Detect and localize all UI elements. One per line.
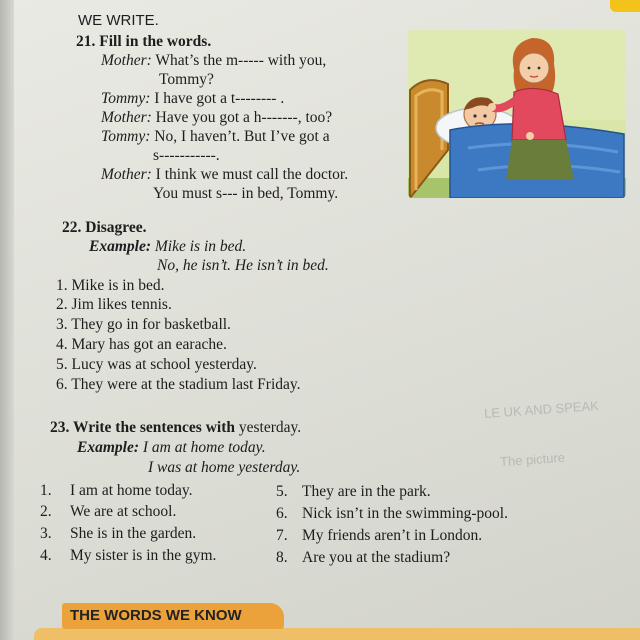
words-we-know-label: THE WORDS WE KNOW: [70, 607, 242, 624]
dialogue-line: Mother: What’s the m----- with you,: [101, 52, 327, 69]
list-item: 5. Lucy was at school yesterday.: [56, 356, 257, 373]
dialogue-line: You must s--- in bed, Tommy.: [153, 185, 339, 202]
dialogue-line: Mother: I think we must call the doctor.: [101, 166, 349, 183]
list-item: 6. They were at the stadium last Friday.: [56, 376, 301, 393]
list-item: 1. Mike is in bed.: [56, 277, 165, 294]
list-item: 8. Are you at the stadium?: [276, 549, 451, 566]
show-through-text: LE UK AND SPEAK: [483, 398, 600, 421]
dialogue-line: Tommy: I have got a t-------- .: [101, 90, 285, 107]
list-item: 3. They go in for basketball.: [56, 316, 231, 333]
list-item: 3. She is in the garden.: [40, 525, 197, 542]
exercise-22-title: 22. Disagree.: [62, 219, 147, 236]
exercise-21-title: 21. Fill in the words.: [76, 33, 212, 50]
show-through-text: The picture: [499, 449, 566, 470]
exercise-23-example: Example: I am at home today.: [77, 439, 266, 456]
list-item: 7. My friends aren’t in London.: [276, 527, 483, 544]
section-heading: WE WRITE.: [78, 12, 159, 29]
list-item: 2. Jim likes tennis.: [56, 296, 172, 313]
list-item: 4. Mary has got an earache.: [56, 336, 227, 353]
dialogue-line: Mother: Have you got a h-------, too?: [101, 109, 333, 126]
list-item: 4. My sister is in the gym.: [40, 547, 217, 564]
dialogue-line: s-----------.: [153, 147, 220, 164]
list-item: 5. They are in the park.: [276, 483, 431, 500]
list-item: 1. I am at home today.: [40, 482, 193, 499]
exercise-23-title: 23. Write the sentences with yesterday.: [50, 419, 302, 436]
dialogue-line: Tommy: No, I haven’t. But I’ve got a: [101, 128, 330, 145]
exercise-23-example-answer: I was at home yesterday.: [148, 459, 301, 476]
sick-boy-illustration: [408, 30, 626, 198]
dialogue-line: Tommy?: [159, 71, 214, 88]
list-item: 2. We are at school.: [40, 503, 177, 520]
book-spine: [0, 0, 14, 640]
words-strip: [34, 628, 640, 640]
corner-tab: [610, 0, 640, 12]
exercise-22-example-answer: No, he isn’t. He isn’t in bed.: [157, 257, 329, 274]
exercise-22-example: Example: Mike is in bed.: [89, 238, 247, 255]
list-item: 6. Nick isn’t in the swimming-pool.: [276, 505, 508, 522]
words-we-know-banner: [62, 603, 284, 629]
